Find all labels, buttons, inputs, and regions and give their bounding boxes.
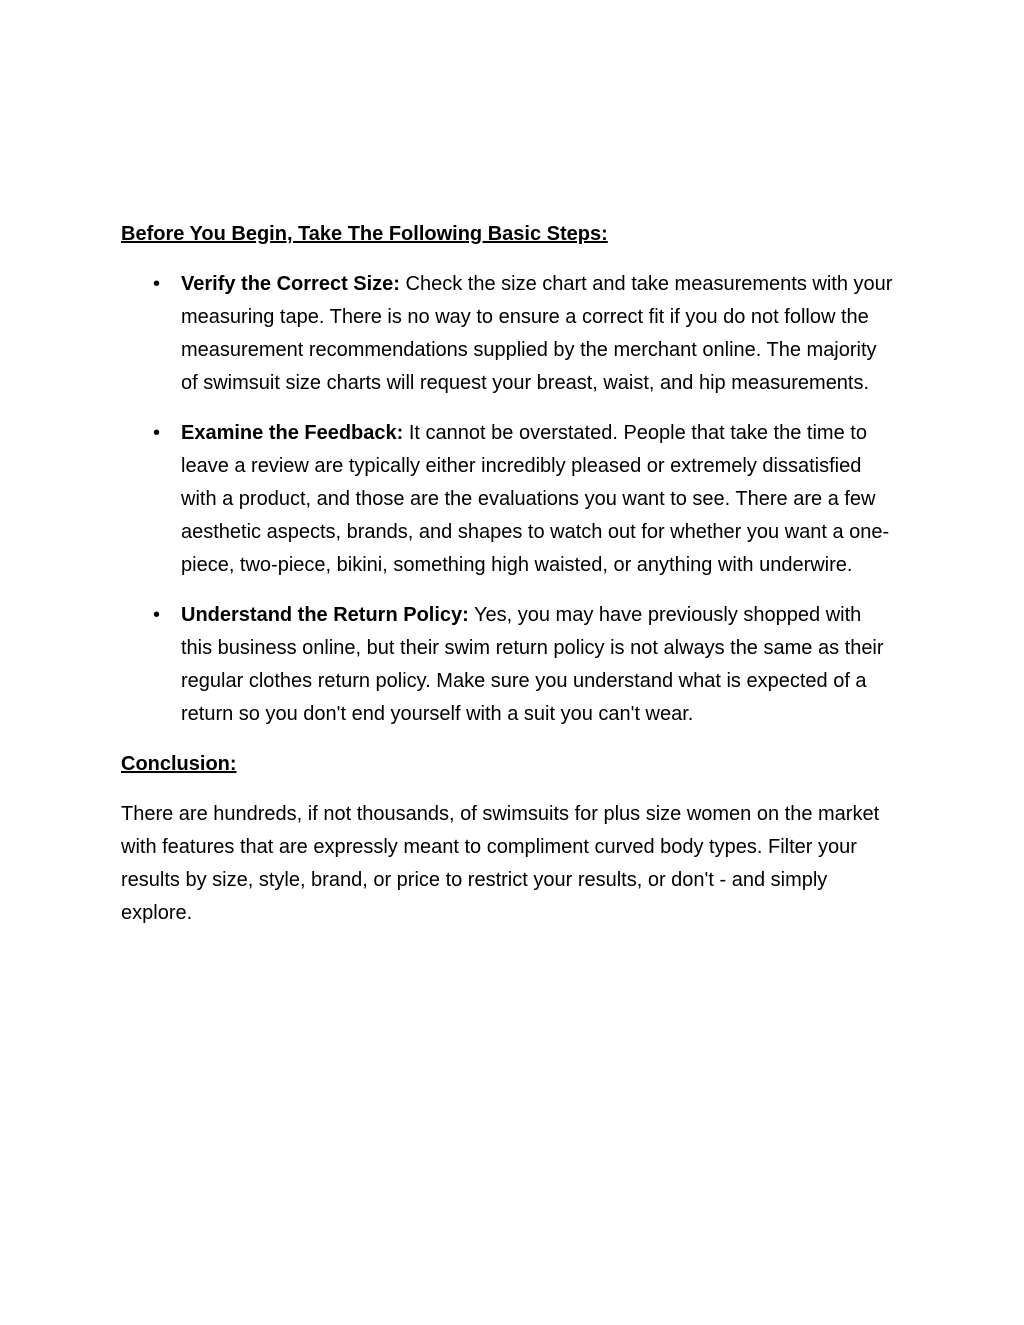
step-item-examine-feedback: [121, 417, 896, 582]
bullet-icon: •: [153, 273, 161, 295]
steps-heading: Before You Begin, Take The Following Basic Steps:: [121, 223, 608, 245]
step-text: Yes, you may have previously shopped with this business online, but their swim return policy is not always the same as their regular clothes return policy. Make sure you understand what is expected of a return so you don't end yourself with a suit you can't wear.: [181, 604, 884, 725]
bullet-icon: •: [153, 422, 161, 444]
step-title: Examine the Feedback:: [181, 422, 404, 444]
step-item-verify-size: [121, 268, 896, 400]
step-title: Understand the Return Policy:: [181, 604, 469, 626]
step-text: It cannot be overstated. People that take the time to leave a review are typically either incredibly pleased or extremely dissatisfied with a product, and those are the evaluations you want to see. There are a few aesthetic aspects, brands, and shapes to watch out for whether you want a one-piece, two-piece, bikini, something high waisted, or anything with underwire.: [181, 422, 890, 576]
step-text: Check the size chart and take measurements with your measuring tape. There is no way to ensure a correct fit if you do not follow the measurement recommendations supplied by the merchant online. The majority of swimsuit size charts will request your breast, waist, and hip measurements.: [181, 273, 893, 394]
step-item-return-policy: [121, 599, 896, 731]
document-content: [121, 218, 896, 930]
conclusion-heading: Conclusion:: [121, 753, 237, 775]
conclusion-paragraph: There are hundreds, if not thousands, of swimsuits for plus size women on the market with features that are expressly meant to compliment curved body types. Filter your results by size, style, brand, or price to restrict your results, or don't - and simply explore.: [121, 803, 880, 924]
steps-list: [121, 268, 896, 731]
step-title: Verify the Correct Size:: [181, 273, 400, 295]
bullet-icon: •: [153, 604, 161, 626]
